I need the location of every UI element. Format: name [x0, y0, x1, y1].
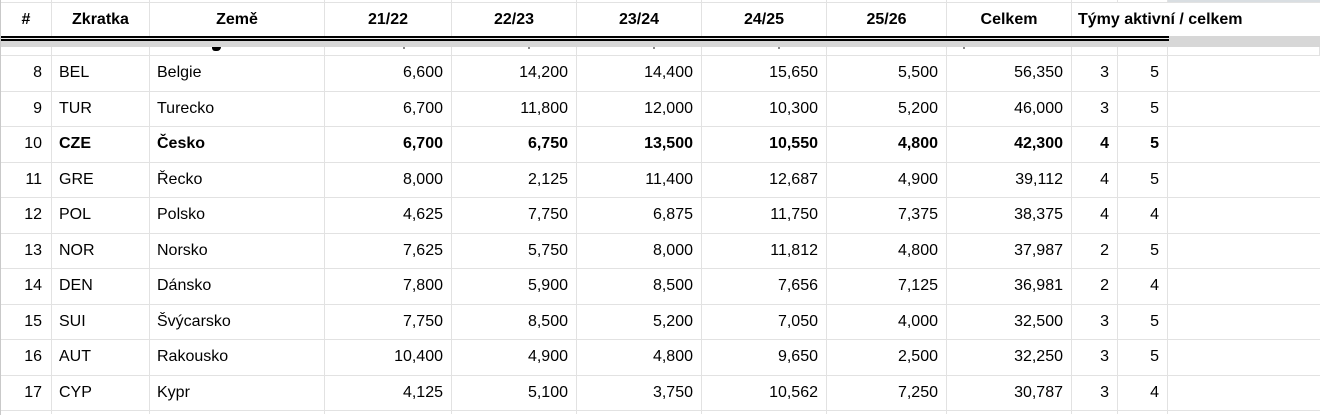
country-cell[interactable]: Turecko: [150, 92, 325, 127]
season-2425-cell[interactable]: 11,750: [702, 198, 827, 233]
season-2223-cell[interactable]: 6,750: [452, 127, 577, 162]
row-below-sliver: [1, 411, 1320, 414]
cell: [1, 0, 52, 2]
season-2223-cell[interactable]: 8,500: [452, 305, 577, 340]
season-2122-cell[interactable]: 4,125: [325, 376, 452, 411]
cell: [577, 411, 702, 414]
teams-total-cell[interactable]: 5: [1118, 92, 1168, 127]
cell: [947, 0, 1072, 2]
teams-total-cell[interactable]: 5: [1118, 163, 1168, 198]
season-2425-cell[interactable]: 15,650: [702, 56, 827, 91]
cell: [827, 0, 947, 2]
cell: [827, 47, 947, 55]
clipped-text-fragment: [528, 47, 530, 49]
table-body: [1, 56, 1320, 411]
rank-cell[interactable]: 11: [1, 163, 52, 198]
season-2122-cell[interactable]: 4,625: [325, 198, 452, 233]
cell: [1168, 411, 1320, 414]
table-row: [1, 198, 1320, 234]
teams-active-cell[interactable]: 2: [1072, 269, 1118, 304]
cell: [1, 411, 52, 414]
rank-cell[interactable]: 12: [1, 198, 52, 233]
filler-cell[interactable]: [1168, 163, 1320, 198]
table-row: [1, 340, 1320, 376]
season-2526-cell[interactable]: 7,375: [827, 198, 947, 233]
filler-cell[interactable]: [1168, 92, 1320, 127]
rank-cell[interactable]: 16: [1, 340, 52, 375]
filler-cell[interactable]: [1168, 340, 1320, 375]
header-country[interactable]: Země: [150, 3, 325, 36]
teams-active-cell[interactable]: 2: [1072, 234, 1118, 269]
season-2324-cell[interactable]: 3,750: [577, 376, 702, 411]
rank-cell[interactable]: 13: [1, 234, 52, 269]
header-season-2223[interactable]: 22/23: [452, 3, 577, 36]
filler-cell[interactable]: [1168, 269, 1320, 304]
teams-active-cell[interactable]: 3: [1072, 92, 1118, 127]
season-2122-cell[interactable]: 10,400: [325, 340, 452, 375]
cell: [947, 47, 1072, 55]
teams-active-cell[interactable]: 3: [1072, 340, 1118, 375]
season-2122-cell[interactable]: 6,600: [325, 56, 452, 91]
teams-total-cell[interactable]: 5: [1118, 56, 1168, 91]
header-rank[interactable]: #: [1, 3, 52, 36]
code-cell[interactable]: CYP: [52, 376, 150, 411]
season-2122-cell[interactable]: 7,625: [325, 234, 452, 269]
cell: [52, 411, 150, 414]
cell: [52, 0, 150, 2]
filler-cell[interactable]: [1168, 56, 1320, 91]
header-season-2324[interactable]: 23/24: [577, 3, 702, 36]
season-2122-cell[interactable]: 6,700: [325, 92, 452, 127]
teams-active-cell[interactable]: 3: [1072, 376, 1118, 411]
teams-total-cell[interactable]: 5: [1118, 127, 1168, 162]
table-row: [1, 56, 1320, 92]
code-cell[interactable]: SUI: [52, 305, 150, 340]
cell: [325, 411, 452, 414]
season-2425-cell[interactable]: 11,812: [702, 234, 827, 269]
season-2425-cell[interactable]: 10,562: [702, 376, 827, 411]
season-2526-cell[interactable]: 7,125: [827, 269, 947, 304]
header-row: [1, 3, 1320, 36]
clipped-row: [1, 47, 1320, 56]
rank-cell[interactable]: 8: [1, 56, 52, 91]
season-2223-cell[interactable]: 2,125: [452, 163, 577, 198]
cell: [150, 47, 325, 55]
cell: [702, 0, 827, 2]
season-2223-cell[interactable]: 5,750: [452, 234, 577, 269]
table-row: [1, 163, 1320, 199]
season-2122-cell[interactable]: 6,700: [325, 127, 452, 162]
teams-active-cell[interactable]: 3: [1072, 305, 1118, 340]
season-2324-cell[interactable]: 8,000: [577, 234, 702, 269]
season-2324-cell[interactable]: 13,500: [577, 127, 702, 162]
season-2324-cell[interactable]: 14,400: [577, 56, 702, 91]
season-2425-cell[interactable]: 10,550: [702, 127, 827, 162]
cell: [1118, 47, 1168, 55]
season-2526-cell[interactable]: 4,000: [827, 305, 947, 340]
season-2223-cell[interactable]: 4,900: [452, 340, 577, 375]
total-cell[interactable]: 46,000: [947, 92, 1072, 127]
total-cell[interactable]: 37,987: [947, 234, 1072, 269]
season-2324-cell[interactable]: 8,500: [577, 269, 702, 304]
teams-active-cell[interactable]: 4: [1072, 163, 1118, 198]
rank-cell[interactable]: 10: [1, 127, 52, 162]
season-2223-cell[interactable]: 14,200: [452, 56, 577, 91]
cell: [52, 47, 150, 55]
clipped-text-fragment: [403, 47, 405, 49]
cell: [827, 411, 947, 414]
season-2122-cell[interactable]: 7,800: [325, 269, 452, 304]
season-2526-cell[interactable]: 4,800: [827, 234, 947, 269]
season-2425-cell[interactable]: 10,300: [702, 92, 827, 127]
season-2223-cell[interactable]: 11,800: [452, 92, 577, 127]
total-cell[interactable]: 42,300: [947, 127, 1072, 162]
table-row: [1, 92, 1320, 128]
table-row: [1, 305, 1320, 341]
season-2425-cell[interactable]: 9,650: [702, 340, 827, 375]
cell: [452, 47, 577, 55]
total-cell[interactable]: 32,500: [947, 305, 1072, 340]
filler-cell[interactable]: [1168, 234, 1320, 269]
cell: [1118, 0, 1168, 2]
cell: [947, 411, 1072, 414]
code-cell[interactable]: POL: [52, 198, 150, 233]
filler-cell[interactable]: [1168, 198, 1320, 233]
code-cell[interactable]: AUT: [52, 340, 150, 375]
teams-total-cell[interactable]: 4: [1118, 376, 1168, 411]
filler-cell[interactable]: [1168, 376, 1320, 411]
season-2223-cell[interactable]: 5,900: [452, 269, 577, 304]
clipped-text-fragment: [778, 47, 780, 49]
header-season-2425[interactable]: 24/25: [702, 3, 827, 36]
cell: [1072, 47, 1118, 55]
header-season-2526[interactable]: 25/26: [827, 3, 947, 36]
teams-active-cell[interactable]: 4: [1072, 127, 1118, 162]
table-row: [1, 269, 1320, 305]
cell: [325, 47, 452, 55]
season-2122-cell[interactable]: 7,750: [325, 305, 452, 340]
teams-active-cell[interactable]: 3: [1072, 56, 1118, 91]
rank-cell[interactable]: 17: [1, 376, 52, 411]
header-teams[interactable]: Týmy aktivní / celkem: [1078, 10, 1243, 28]
rank-cell[interactable]: 9: [1, 92, 52, 127]
total-cell[interactable]: 38,375: [947, 198, 1072, 233]
season-2324-cell[interactable]: 6,875: [577, 198, 702, 233]
teams-total-cell[interactable]: 5: [1118, 305, 1168, 340]
season-2425-cell[interactable]: 12,687: [702, 163, 827, 198]
teams-total-cell[interactable]: 4: [1118, 269, 1168, 304]
season-2425-cell[interactable]: 7,656: [702, 269, 827, 304]
table-row: [1, 376, 1320, 412]
season-2425-cell[interactable]: 7,050: [702, 305, 827, 340]
filler-cell[interactable]: [1168, 127, 1320, 162]
rank-cell[interactable]: 15: [1, 305, 52, 340]
country-cell[interactable]: Česko: [150, 127, 325, 162]
header-underline-line: [1, 36, 1169, 41]
header-underline-gap: [1169, 36, 1320, 41]
country-cell[interactable]: Belgie: [150, 56, 325, 91]
season-2324-cell[interactable]: 4,800: [577, 340, 702, 375]
cell: [325, 0, 452, 2]
country-cell[interactable]: Kypr: [150, 376, 325, 411]
corner-band: [1168, 0, 1320, 2]
total-cell[interactable]: 56,350: [947, 56, 1072, 91]
country-cell[interactable]: Švýcarsko: [150, 305, 325, 340]
total-cell[interactable]: 36,981: [947, 269, 1072, 304]
country-cell[interactable]: Rakousko: [150, 340, 325, 375]
season-2526-cell[interactable]: 5,200: [827, 92, 947, 127]
rank-cell[interactable]: 14: [1, 269, 52, 304]
season-2526-cell[interactable]: 7,250: [827, 376, 947, 411]
cell: [577, 0, 702, 2]
total-cell[interactable]: 39,112: [947, 163, 1072, 198]
season-2526-cell[interactable]: 4,800: [827, 127, 947, 162]
teams-total-cell[interactable]: 5: [1118, 234, 1168, 269]
cell: [150, 411, 325, 414]
cell: [577, 47, 702, 55]
header-code[interactable]: Zkratka: [52, 3, 150, 36]
season-2223-cell[interactable]: 7,750: [452, 198, 577, 233]
table-row: [1, 234, 1320, 270]
cell: [702, 411, 827, 414]
cell: [1, 47, 52, 55]
cell: [1118, 411, 1168, 414]
season-2223-cell[interactable]: 5,100: [452, 376, 577, 411]
country-cell[interactable]: Polsko: [150, 198, 325, 233]
filler-cell[interactable]: [1168, 305, 1320, 340]
clipped-text-fragment: [963, 47, 965, 49]
teams-total-cell[interactable]: 5: [1118, 340, 1168, 375]
season-2324-cell[interactable]: 11,400: [577, 163, 702, 198]
season-2526-cell[interactable]: 5,500: [827, 56, 947, 91]
season-2324-cell[interactable]: 12,000: [577, 92, 702, 127]
cell: [150, 0, 325, 2]
cell: [1072, 0, 1118, 2]
clipped-text-fragment: [653, 47, 655, 49]
code-cell[interactable]: NOR: [52, 234, 150, 269]
header-season-2122[interactable]: 21/22: [325, 3, 452, 36]
teams-active-cell[interactable]: 4: [1072, 198, 1118, 233]
country-cell[interactable]: Norsko: [150, 234, 325, 269]
country-cell[interactable]: Dánsko: [150, 269, 325, 304]
header-total[interactable]: Celkem: [947, 3, 1072, 36]
total-cell[interactable]: 30,787: [947, 376, 1072, 411]
cell: [1072, 411, 1118, 414]
cell: [1168, 47, 1320, 55]
country-cell[interactable]: Řecko: [150, 163, 325, 198]
code-cell[interactable]: TUR: [52, 92, 150, 127]
code-cell[interactable]: GRE: [52, 163, 150, 198]
season-2324-cell[interactable]: 5,200: [577, 305, 702, 340]
cell: [702, 47, 827, 55]
header-underline: [1, 36, 1320, 41]
cell: [452, 411, 577, 414]
table-row: [1, 127, 1320, 163]
code-cell[interactable]: CZE: [52, 127, 150, 162]
code-cell[interactable]: DEN: [52, 269, 150, 304]
season-2526-cell[interactable]: 2,500: [827, 340, 947, 375]
season-2526-cell[interactable]: 4,900: [827, 163, 947, 198]
teams-total-cell[interactable]: 4: [1118, 198, 1168, 233]
season-2122-cell[interactable]: 8,000: [325, 163, 452, 198]
cell: [452, 0, 577, 2]
total-cell[interactable]: 32,250: [947, 340, 1072, 375]
code-cell[interactable]: BEL: [52, 56, 150, 91]
